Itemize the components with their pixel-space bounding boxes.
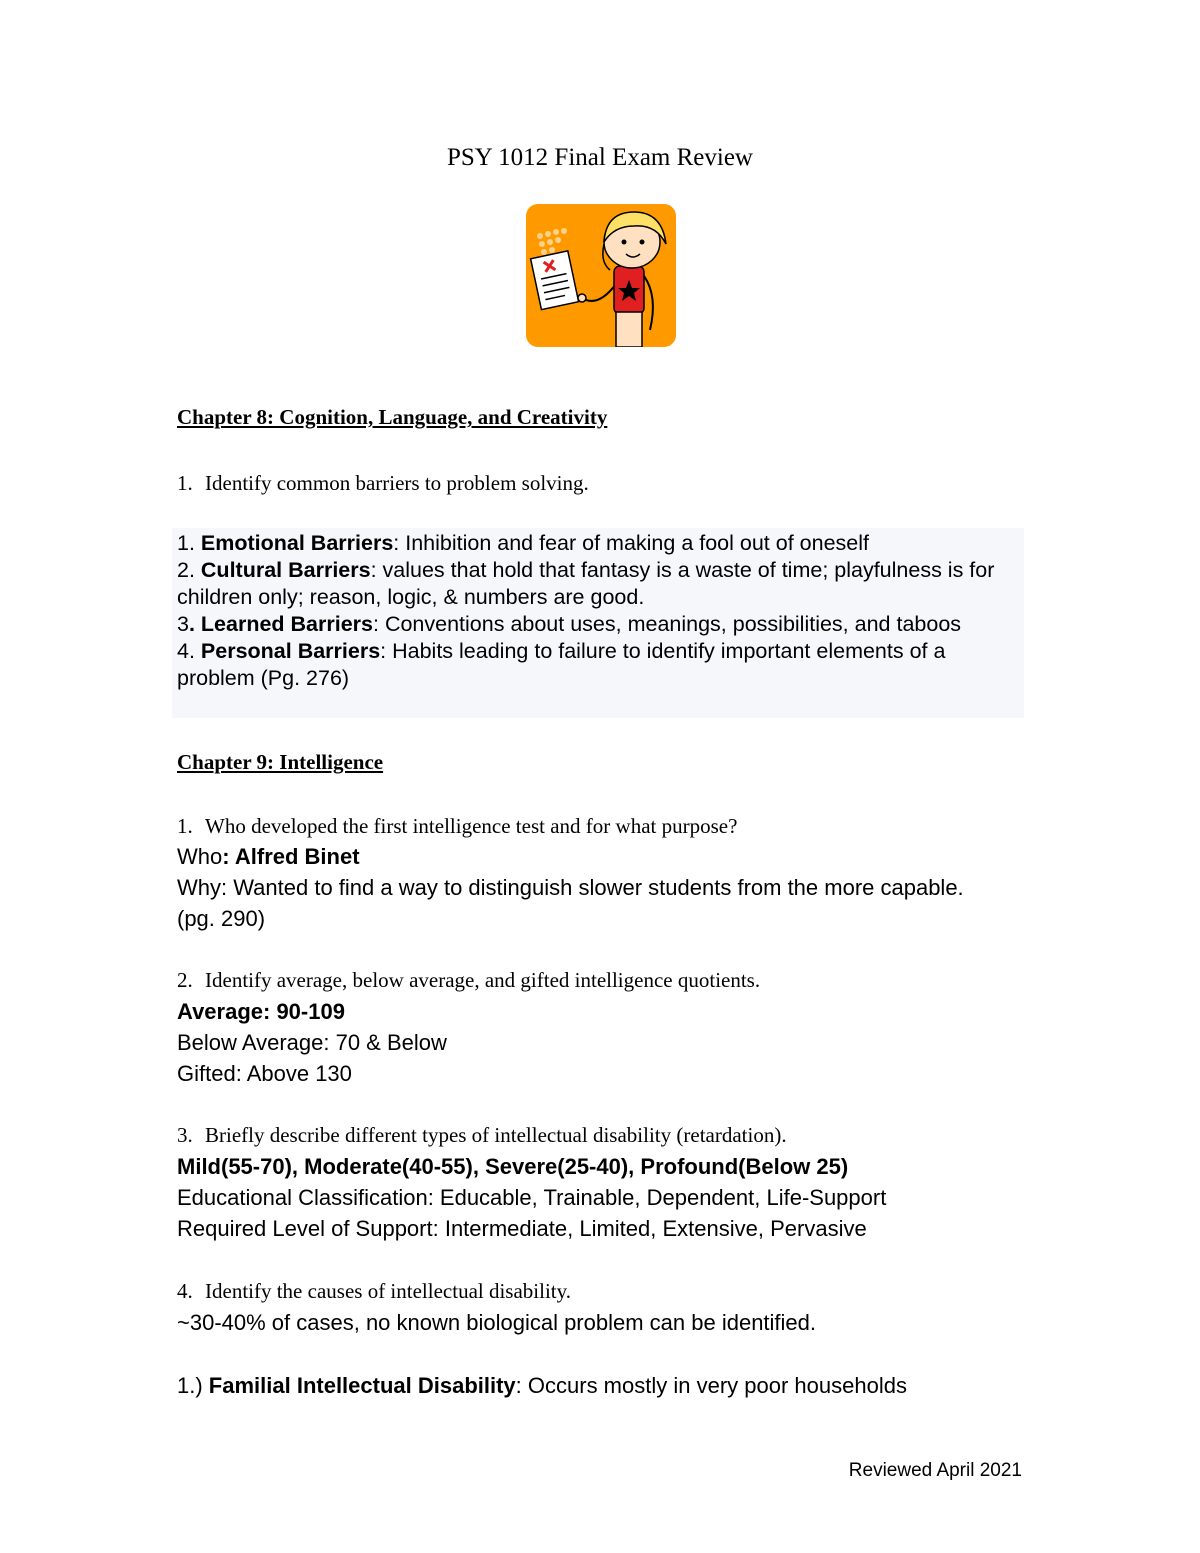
chapter-9-question-2: 2. Identify average, below average, and gifted intelligence quotients.	[177, 968, 761, 992]
chapter-8-heading: Chapter 8: Cognition, Language, and Creativity	[177, 405, 608, 429]
question-4-answer: ~30-40% of cases, no known biological problem can be identified.	[177, 1310, 817, 1335]
chapter-9-question-1: 1. Who developed the first intelligence test and for what purpose?	[177, 814, 738, 838]
barrier-item: 2. Cultural Barriers: values that hold that fantasy is a waste of time; playfulness is for children only; reason, logic, & numbers are good.	[177, 558, 995, 609]
barrier-item: 3. Learned Barriers: Conventions about uses, meanings, possibilities, and taboos	[177, 612, 962, 636]
chapter-9-question-4: 4. Identify the causes of intellectual disability.	[177, 1279, 572, 1303]
barrier-item: 4. Personal Barriers: Habits leading to failure to identify important elements of a problem (Pg. 276)	[177, 639, 946, 690]
chapter-9-heading: Chapter 9: Intelligence	[177, 750, 384, 774]
question-2-answer: Average: 90-109 Below Average: 70 & Below Gifted: Above 130	[177, 999, 447, 1086]
student-with-exam-paper-icon	[526, 204, 676, 347]
barrier-item: 1. Emotional Barriers: Inhibition and fear of making a fool out of oneself	[177, 531, 869, 555]
reviewed-date-footer: Reviewed April 2021	[848, 1460, 1022, 1481]
question-1-answer: Who: Alfred Binet Why: Wanted to find a way to distinguish slower students from the more capable. (pg. 290)	[177, 844, 964, 931]
chapter-8-question-1: 1. Identify common barriers to problem solving.	[177, 471, 589, 495]
page-title: PSY 1012 Final Exam Review	[446, 144, 753, 171]
question-3-answer: Mild(55-70), Moderate(40-55), Severe(25-40), Profound(Below 25) Educational Classification: Educable, Trainable, Dependent, Life-Support Required Level of Support: Intermediate, Limited, Extensive, Pervasive	[177, 1154, 887, 1241]
chapter-9-question-3: 3. Briefly describe different types of intellectual disability (retardation).	[177, 1123, 787, 1147]
cause-item: 1.) Familial Intellectual Disability: Occurs mostly in very poor households	[177, 1373, 907, 1398]
barriers-answer-block	[172, 528, 1024, 718]
